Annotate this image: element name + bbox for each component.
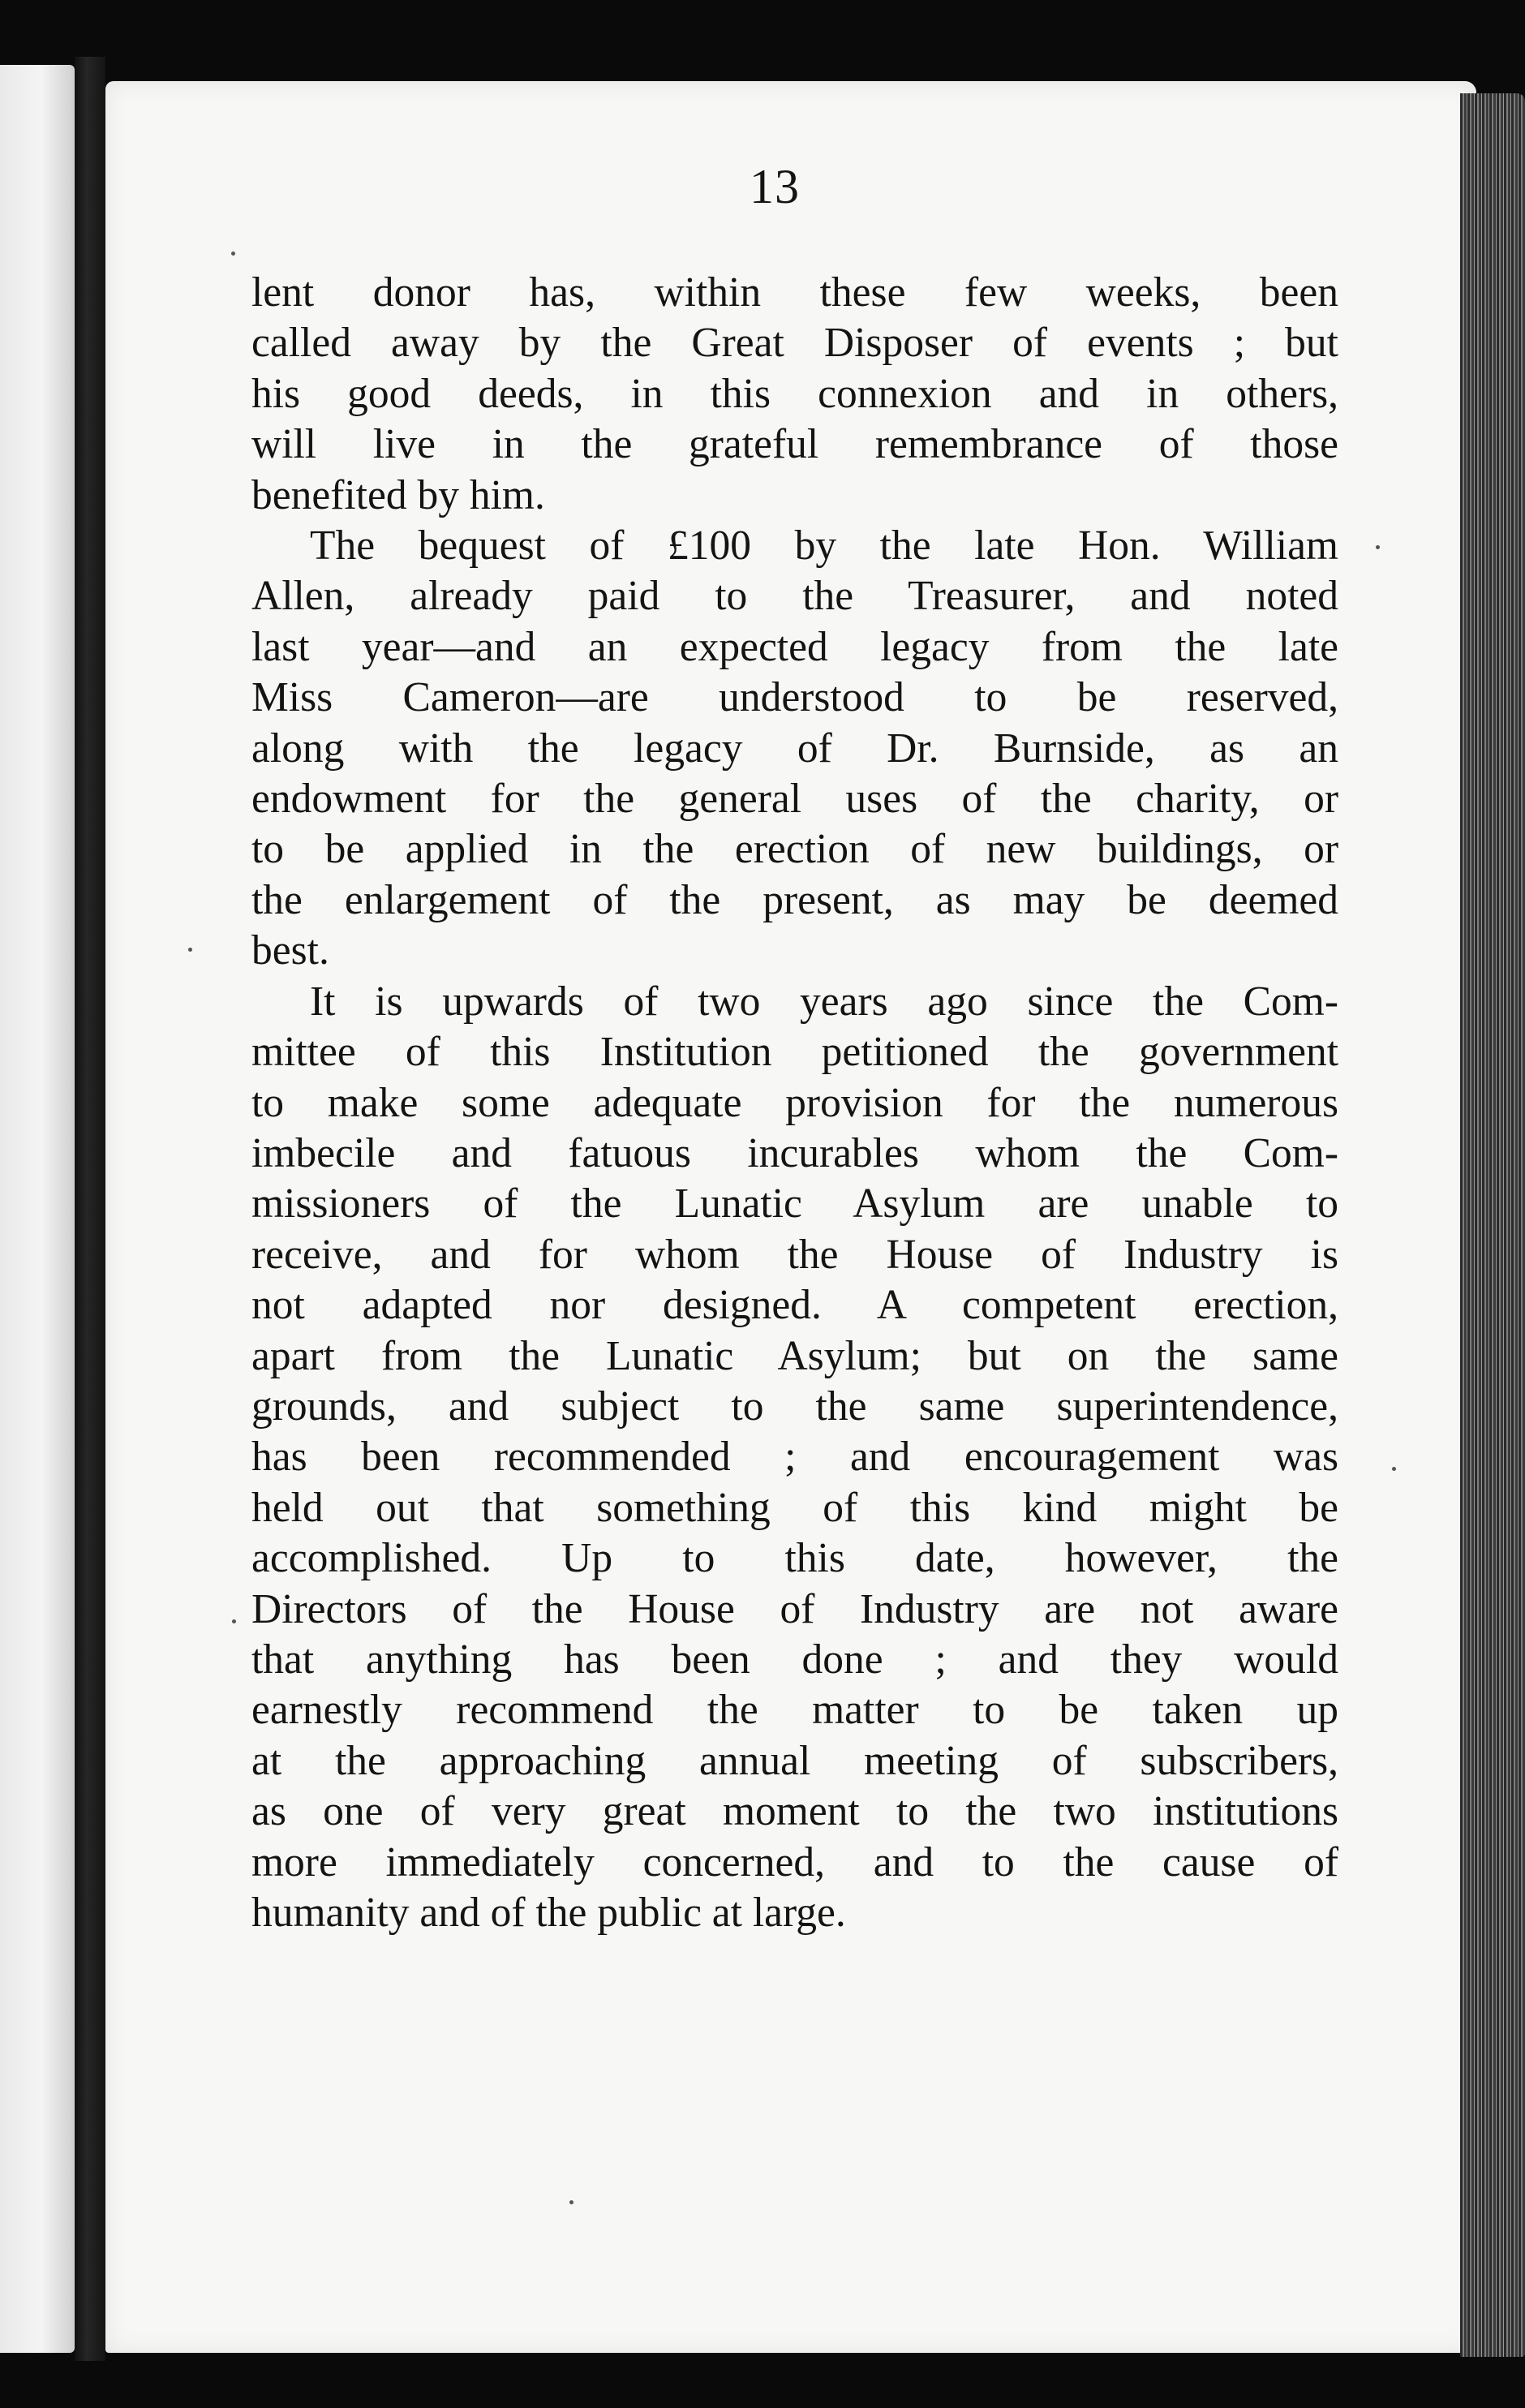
scan-speck [232,1619,236,1623]
text-line: benefited by him. [251,471,545,518]
scan-speck [188,948,192,952]
text-line: to make some adequate provision for the numerous [251,1079,1338,1126]
facing-page-edge [0,65,75,2353]
text-line: the enlargement of the present, as may be deemed [251,876,1338,923]
text-line: as one of very great moment to the two institutions [251,1788,1338,1835]
text-line: held out that something of this kind might be [251,1484,1338,1531]
text-line: The bequest of £100 by the late Hon. William [310,522,1338,570]
scan-speck [1376,545,1380,549]
text-line: last year—and an expected legacy from the late [251,623,1338,670]
page-stack-edges [1460,93,1525,2357]
text-line: imbecile and fatuous incurables whom the Com- [251,1129,1338,1176]
text-line: his good deeds, in this connexion and in others, [251,370,1338,417]
text-line: humanity and of the public at large. [251,1890,846,1936]
text-line: more immediately concerned, and to the cause of [251,1838,1338,1886]
text-line: has been recommended ; and encouragement was [251,1434,1338,1481]
text-line: that anything has been done ; and they would [251,1636,1338,1683]
text-line: endowment for the general uses of the charity, or [251,776,1338,823]
text-line: at the approaching annual meeting of subscribers, [251,1737,1338,1784]
text-line: missioners of the Lunatic Asylum are unable to [251,1180,1338,1228]
page-number: 13 [750,160,800,213]
text-line: to be applied in the erection of new buildings, or [251,826,1338,873]
text-line: not adapted nor designed. A competent erection, [251,1282,1338,1329]
body-text [251,268,1338,1938]
text-line: best. [251,927,329,974]
text-line: earnestly recommend the matter to be taken up [251,1687,1338,1734]
text-line: grounds, and subject to the same superintendence, [251,1382,1338,1430]
paragraph-1 [251,268,1338,521]
paragraph-3 [251,977,1338,1939]
scan-speck [1392,1467,1396,1471]
text-line: will live in the grateful remembrance of those [251,421,1338,468]
text-line: mittee of this Institution petitioned the government [251,1029,1338,1076]
text-line: receive, and for whom the House of Industry is [251,1231,1338,1278]
text-line: Directors of the House of Industry are not aware [251,1585,1338,1632]
text-line: Allen, already paid to the Treasurer, and noted [251,573,1338,620]
text-line: It is upwards of two years ago since the Com- [310,978,1338,1025]
text-line: accomplished. Up to this date, however, the [251,1535,1338,1582]
text-line: along with the legacy of Dr. Burnside, as an [251,725,1338,772]
book-gutter [75,57,105,2361]
text-line: apart from the Lunatic Asylum; but on the same [251,1332,1338,1379]
scan-speck [569,2200,573,2204]
paragraph-2 [251,521,1338,977]
scan-speck [231,252,235,256]
text-line: lent donor has, within these few weeks, been [251,269,1338,316]
text-line: called away by the Great Disposer of events ; but [251,320,1338,367]
text-line: Miss Cameron—are understood to be reserved, [251,674,1338,721]
